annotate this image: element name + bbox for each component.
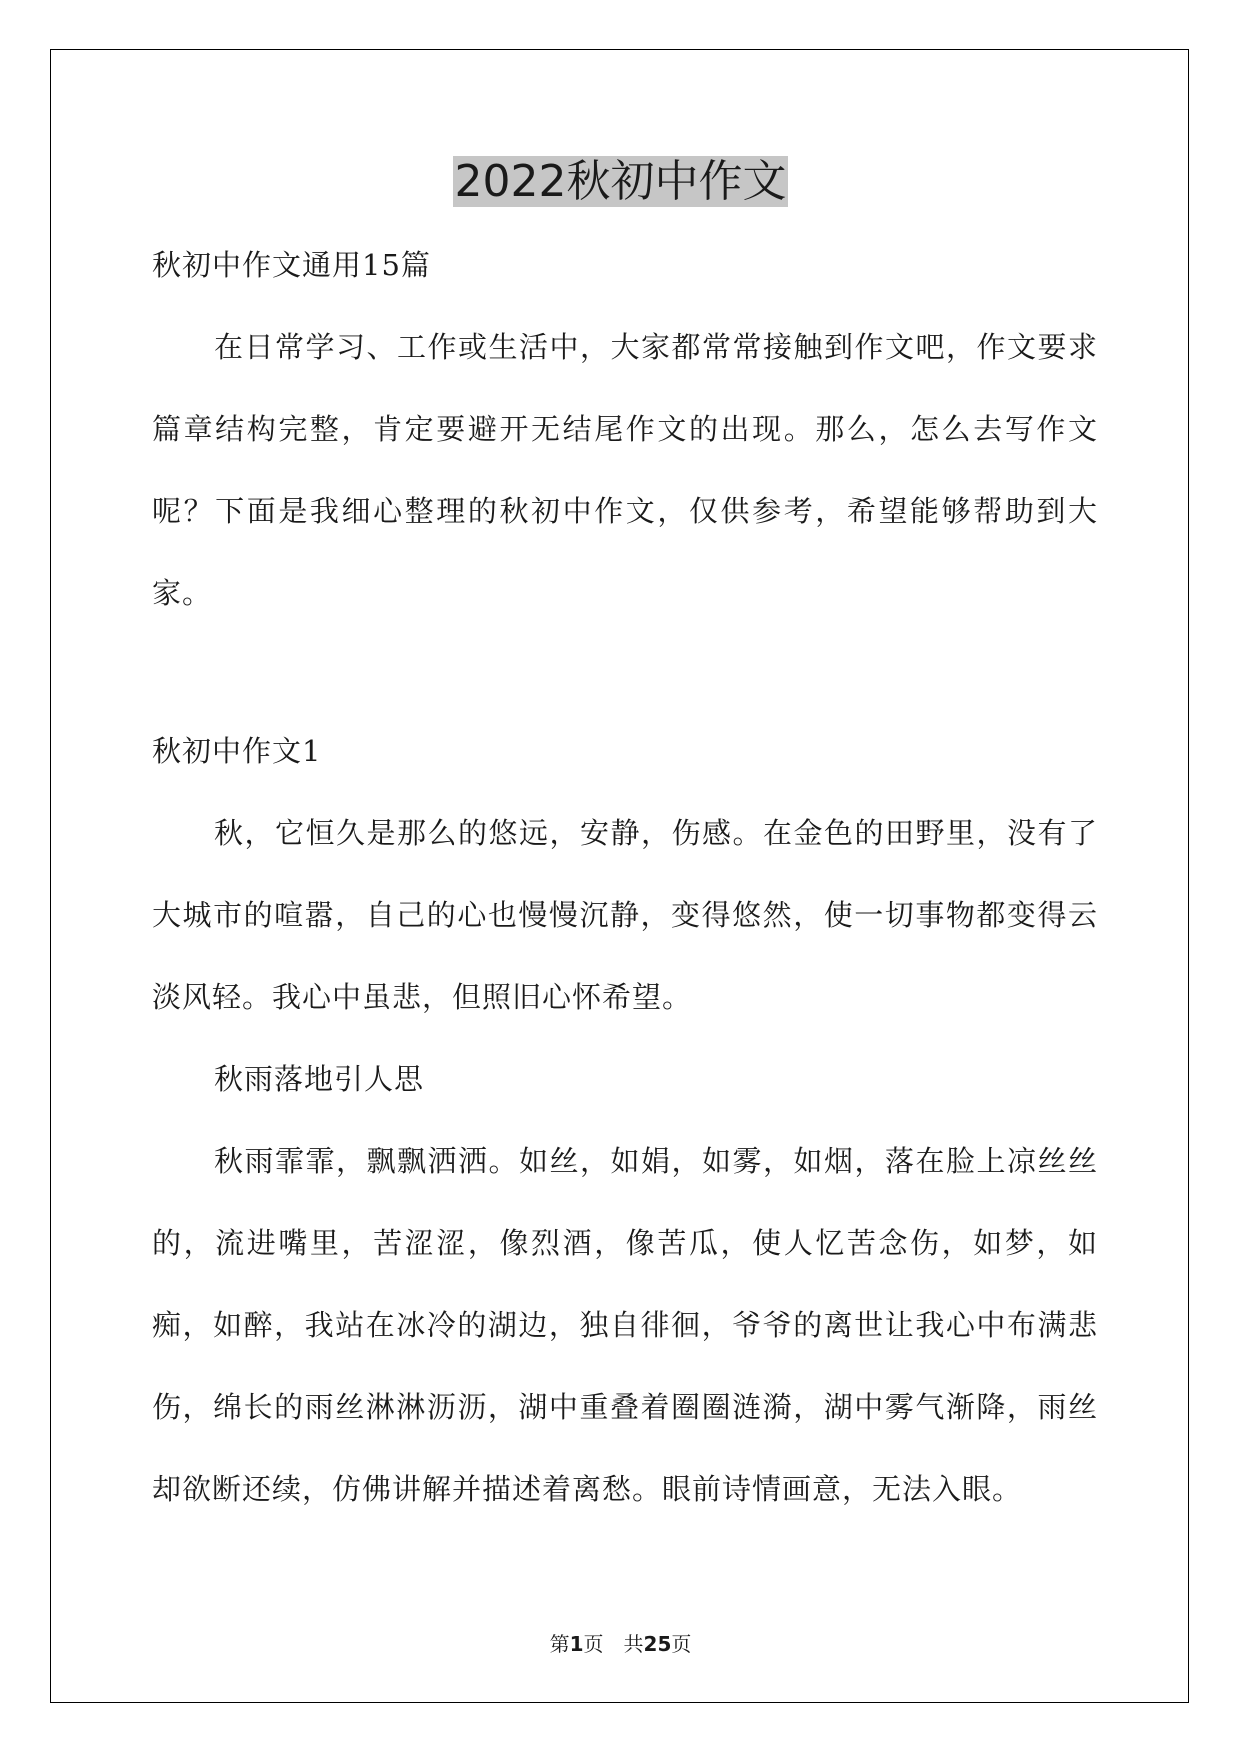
title-text: 2022秋初中作文 [454, 156, 787, 207]
subtitle: 秋初中作文通用15篇 [152, 248, 431, 282]
body-paragraph-3: 秋雨霏霏，飘飘洒洒。如丝，如娟，如雾，如烟，落在脸上凉丝丝的，流进嘴里，苦涩涩，像烈酒，像苦瓜，使人忆苦念伤，如梦，如痴，如醉，我站在冰冷的湖边，独自徘徊，爷爷的离世让我心中布满悲伤，绵长的雨丝淋淋沥沥，湖中重叠着圈圈涟漪，湖中雾气渐降，雨丝却欲断还续，仿佛讲解并描述着离愁。眼前诗情画意，无法入眼。 [152, 1144, 1098, 1506]
section-heading: 秋初中作文1 [152, 734, 322, 768]
footer-prefix: 第 [549, 1632, 570, 1656]
footer-total-pages: 25 [643, 1632, 672, 1656]
page-footer [0, 1630, 1241, 1658]
footer-middle: 页 共 [583, 1632, 644, 1656]
intro-paragraph: 在日常学习、工作或生活中，大家都常常接触到作文吧，作文要求篇章结构完整，肯定要避开无结尾作文的出现。那么，怎么去写作文呢？下面是我细心整理的秋初中作文，仅供参考，希望能够帮助到大家。 [152, 330, 1098, 610]
section-gap [152, 634, 1098, 710]
footer-current-page: 1 [569, 1632, 584, 1656]
document-title [0, 152, 1241, 212]
body-paragraph-1: 秋，它恒久是那么的悠远，安静，伤感。在金色的田野里，没有了大城市的喧嚣，自己的心也慢慢沉静，变得悠然，使一切事物都变得云淡风轻。我心中虽悲，但照旧心怀希望。 [152, 816, 1098, 1014]
document-body [152, 224, 1098, 1530]
body-paragraph-2: 秋雨落地引人思 [214, 1062, 425, 1096]
footer-suffix: 页 [671, 1632, 692, 1656]
